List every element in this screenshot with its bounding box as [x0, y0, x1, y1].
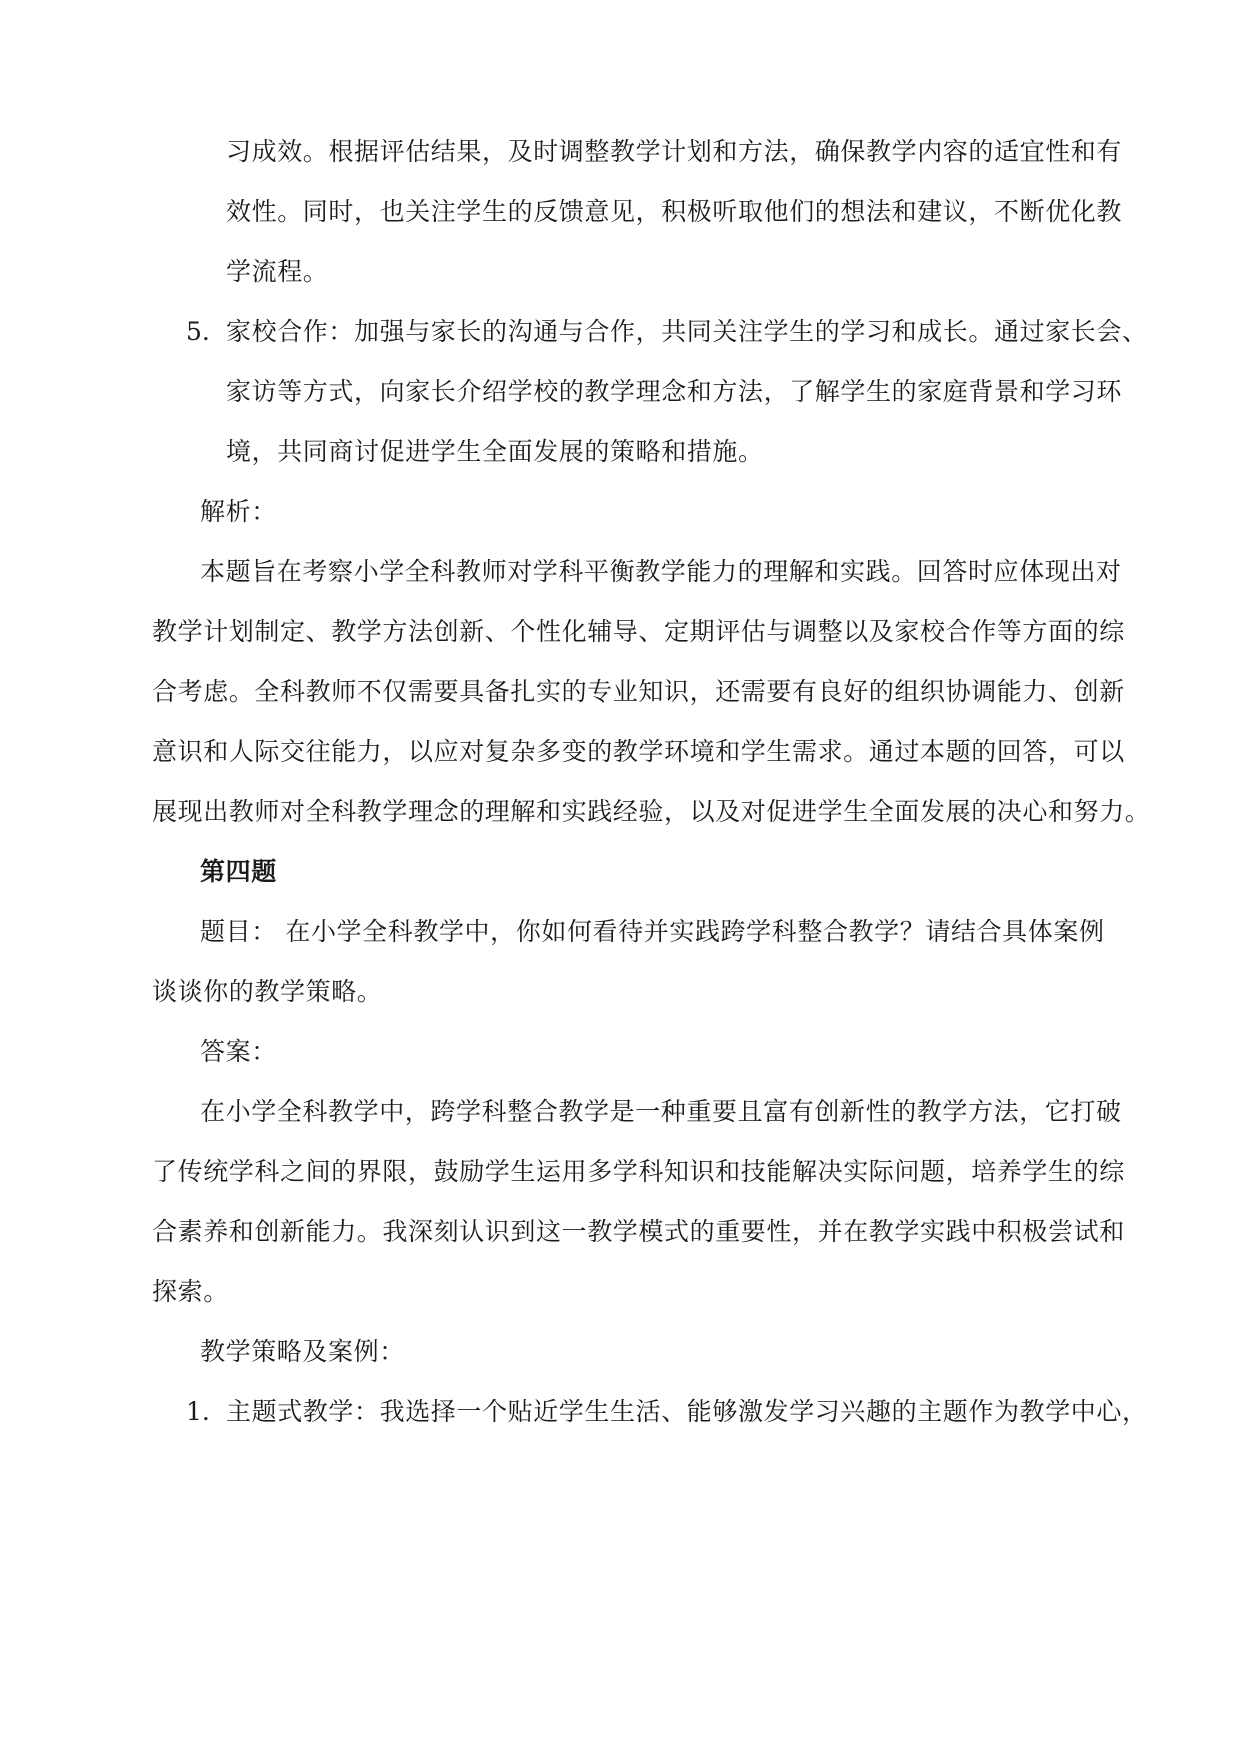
analysis-line-4: 意识和人际交往能力，以应对复杂多变的教学环境和学生需求。通过本题的回答，可以 — [152, 737, 1125, 766]
item4-line-2: 效性。同时，也关注学生的反馈意见，积极听取他们的想法和建议，不断优化教 — [226, 197, 1123, 226]
item4-line-1: 习成效。根据评估结果，及时调整教学计划和方法，确保教学内容的适宜性和有 — [226, 137, 1123, 166]
strategy-item1-text: 主题式教学：我选择一个贴近学生生活、能够激发学习兴趣的主题作为教学中心， — [226, 1397, 1148, 1426]
answer-line-2: 了传统学科之间的界限，鼓励学生运用多学科知识和技能解决实际问题，培养学生的综 — [152, 1157, 1125, 1186]
answer-label: 答案： — [200, 1037, 277, 1066]
analysis-line-1: 本题旨在考察小学全科教师对学科平衡教学能力的理解和实践。回答时应体现出对 — [200, 557, 1122, 586]
item5-line-3: 境，共同商讨促进学生全面发展的策略和措施。 — [226, 437, 764, 466]
answer-line-4: 探索。 — [152, 1277, 229, 1306]
strategy-item1-number: 1. — [186, 1397, 210, 1426]
question-line-2: 谈谈你的教学策略。 — [152, 977, 383, 1006]
section-title: 第四题 — [200, 857, 277, 886]
analysis-line-2: 教学计划制定、教学方法创新、个性化辅导、定期评估与调整以及家校合作等方面的综 — [152, 617, 1125, 646]
item5-line-2: 家访等方式，向家长介绍学校的教学理念和方法，了解学生的家庭背景和学习环 — [226, 377, 1123, 406]
strategy-label: 教学策略及案例： — [200, 1337, 405, 1366]
item5-line-1: 家校合作：加强与家长的沟通与合作，共同关注学生的学习和成长。通过家长会、 — [226, 317, 1148, 346]
item5-number: 5. — [186, 317, 210, 346]
item4-line-3: 学流程。 — [226, 257, 329, 286]
analysis-line-5: 展现出教师对全科教学理念的理解和实践经验，以及对促进学生全面发展的决心和努力。 — [152, 797, 1151, 826]
answer-line-3: 合素养和创新能力。我深刻认识到这一教学模式的重要性，并在教学实践中积极尝试和 — [152, 1217, 1125, 1246]
answer-line-1: 在小学全科教学中，跨学科整合教学是一种重要且富有创新性的教学方法，它打破 — [200, 1097, 1122, 1126]
analysis-label: 解析： — [200, 497, 277, 526]
question-line-1: 题目： 在小学全科教学中，你如何看待并实践跨学科整合教学？请结合具体案例 — [200, 917, 1105, 946]
analysis-line-3: 合考虑。全科教师不仅需要具备扎实的专业知识，还需要有良好的组织协调能力、创新 — [152, 677, 1125, 706]
